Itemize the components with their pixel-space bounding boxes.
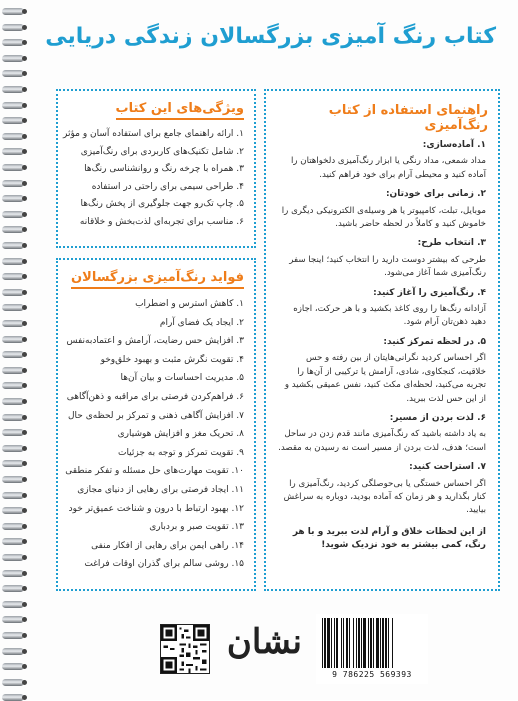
spiral-ring xyxy=(2,273,24,280)
guide-section xyxy=(278,188,486,231)
barcode-bar xyxy=(343,618,344,668)
spiral-ring xyxy=(2,226,24,233)
spiral-ring xyxy=(2,679,24,686)
barcode-bar xyxy=(324,618,326,668)
spiral-ring xyxy=(2,507,24,514)
usage-guide-content xyxy=(278,139,486,552)
punch-hole xyxy=(22,383,27,388)
barcode-bar xyxy=(380,618,381,668)
spiral-ring xyxy=(2,39,24,46)
spiral-ring xyxy=(2,86,24,93)
spiral-ring xyxy=(2,414,24,421)
spiral-ring xyxy=(2,585,24,592)
barcode-bar xyxy=(388,618,389,668)
punch-hole xyxy=(22,181,27,186)
spiral-ring xyxy=(2,133,24,140)
punch-hole xyxy=(22,368,27,373)
usage-guide-heading: راهنمای استفاده از کتاب رنگ‌آمیزی xyxy=(328,103,488,133)
guide-section-text: به یاد داشته باشید که رنگ‌آمیزی مانند قدم زدن در ساحل است؛ هدف، لذت بردن از مسیر است نه رسیدن به مقصد. xyxy=(278,429,486,453)
spiral-ring xyxy=(2,336,24,343)
punch-hole xyxy=(22,524,27,529)
punch-hole xyxy=(22,321,27,326)
spiral-ring xyxy=(2,492,24,499)
punch-hole xyxy=(22,9,27,14)
punch-hole xyxy=(22,103,27,108)
spiral-ring xyxy=(2,476,24,483)
list-item: ۳. همراه با چرخه رنگ و روانشناسی رنگ‌ها xyxy=(84,164,244,174)
guide-section-title: ۲. زمانی برای خودتان: xyxy=(385,189,486,200)
list-item: ۱۳. تقویت صبر و بردباری xyxy=(149,522,244,533)
barcode-bar xyxy=(349,618,350,668)
barcode-bar xyxy=(358,618,360,668)
spiral-ring xyxy=(2,632,24,639)
punch-hole xyxy=(22,664,27,669)
punch-hole xyxy=(22,149,27,154)
list-item: ۲. شامل تکنیک‌های کاربردی برای رنگ‌آمیزی xyxy=(80,146,244,157)
spiral-ring xyxy=(2,164,24,171)
barcode-bar xyxy=(341,618,342,668)
punch-hole xyxy=(22,40,27,45)
guide-section-title: ۵. در لحظه تمرکز کنید: xyxy=(383,336,486,347)
spiral-ring xyxy=(2,648,24,655)
punch-hole xyxy=(22,399,27,404)
spiral-ring xyxy=(2,554,24,561)
punch-hole xyxy=(22,337,27,342)
list-item: ۱۵. روشی سالم برای گذران اوقات فراغت xyxy=(84,559,244,570)
punch-hole xyxy=(22,25,27,30)
punch-hole xyxy=(22,571,27,576)
spiral-ring xyxy=(2,570,24,577)
barcode-bar xyxy=(385,618,387,668)
guide-section-text: طرحی که بیشتر دوست دارید را انتخاب کنید؛ اینجا سفر رنگ‌آمیزی شما آغاز می‌شود. xyxy=(289,254,486,279)
list-item: ۴. طراحی سیمی برای راحتی در استفاده xyxy=(91,181,244,192)
guide-section-text: آزادانه رنگ‌ها را روی کاغذ بکشید و با هر حرکت، اجازه دهید ذهن‌تان آرام شود. xyxy=(293,304,486,328)
punch-hole xyxy=(22,602,27,607)
benefits-heading: فواید رنگ‌آمیزی بزرگسالان xyxy=(71,270,244,289)
list-item: ۹. تقویت تمرکز و توجه به جزئیات xyxy=(117,447,244,458)
punch-hole xyxy=(22,227,27,232)
spiral-ring xyxy=(2,398,24,405)
punch-hole xyxy=(22,243,27,248)
features-heading: ویژگی‌های این کتاب xyxy=(116,101,244,120)
barcode-bar xyxy=(327,618,330,668)
list-item: ۱۴. راهی ایمن برای رهایی از افکار منفی xyxy=(91,540,244,551)
guide-section xyxy=(278,336,486,406)
guide-section-text: اگر احساس خستگی یا بی‌حوصلگی کردید، رنگ‌آمیزی را کنار بگذارید و هر زمان که آماده بودید، دوباره به سراغش بیایید. xyxy=(283,478,486,516)
list-item: ۵. چاپ تک‌رو جهت جلوگیری از پخش رنگ‌ها xyxy=(80,199,244,209)
punch-hole xyxy=(22,617,27,622)
spiral-ring xyxy=(2,367,24,374)
list-item: ۶. فراهم‌کردن فرصتی برای مراقبه و ذهن‌آگاهی xyxy=(66,391,244,402)
benefits-list xyxy=(65,295,244,574)
spiral-ring xyxy=(2,616,24,623)
punch-hole xyxy=(22,508,27,513)
guide-section xyxy=(278,412,486,455)
barcode-bar xyxy=(376,618,379,668)
guide-section xyxy=(278,287,486,330)
barcode-bar xyxy=(382,618,384,668)
list-item: ۱. کاهش استرس و اضطراب xyxy=(135,299,244,309)
spiral-ring xyxy=(2,8,24,15)
punch-hole xyxy=(22,352,27,357)
punch-hole xyxy=(22,118,27,123)
list-item: ۱۲. بهبود ارتباط با درون و شناخت عمیق‌تر خود xyxy=(68,503,244,514)
guide-section-title: ۳. انتخاب طرح: xyxy=(417,238,486,249)
punch-hole xyxy=(22,633,27,638)
spiral-binding xyxy=(0,0,26,700)
spiral-ring xyxy=(2,460,24,467)
punch-hole xyxy=(22,430,27,435)
barcode-number: 9 786225 569393 xyxy=(332,670,412,679)
punch-hole xyxy=(22,165,27,170)
punch-hole xyxy=(22,493,27,498)
benefits-box xyxy=(56,258,256,591)
list-item: ۶. مناسب برای تجربه‌ای لذت‌بخش و خلاقانه xyxy=(79,216,244,227)
punch-hole xyxy=(22,555,27,560)
barcode-bar xyxy=(392,618,393,668)
spiral-ring xyxy=(2,351,24,358)
barcode-bar xyxy=(368,618,369,668)
list-item: ۵. مدیریت احساسات و بیان آن‌ها xyxy=(120,373,244,384)
list-item: ۸. تحریک مغز و افزایش هوشیاری xyxy=(117,429,244,440)
usage-guide-box xyxy=(264,89,500,591)
spiral-ring xyxy=(2,538,24,545)
punch-hole xyxy=(22,415,27,420)
spiral-ring xyxy=(2,195,24,202)
guide-section xyxy=(278,139,486,182)
guide-section-title: ۴. رنگ‌آمیزی را آغاز کنید: xyxy=(373,287,486,298)
punch-hole xyxy=(22,680,27,685)
list-item: ۱۱. ایجاد فرصتی برای رهایی از دنیای مجازی xyxy=(77,484,244,495)
guide-section-text: اگر احساس کردید نگرانی‌هایتان از بین رفته و حس خلاقیت، کنجکاوی، شادی، آرامش یا ترکیبی از آن‌ها را تجربه می‌کنید، لحظه‌ای مکث کنید، نفس عمیقی بکشید و از این حس لذت ببرید. xyxy=(284,353,486,404)
guide-section-title: ۶. لذت بردن از مسیر: xyxy=(389,412,486,423)
barcode-bar xyxy=(356,618,357,668)
spiral-ring xyxy=(2,70,24,77)
barcode-bar xyxy=(331,618,332,668)
guide-section-title: ۱. آماده‌سازی: xyxy=(422,140,486,150)
barcode-bars xyxy=(322,618,422,668)
spiral-ring xyxy=(2,601,24,608)
barcode-bar xyxy=(322,618,323,668)
spiral-ring xyxy=(2,211,24,218)
list-item: ۴. تقویت نگرش مثبت و بهبود خلق‌وخو xyxy=(100,354,244,365)
spiral-ring xyxy=(2,320,24,327)
punch-hole xyxy=(22,586,27,591)
punch-hole xyxy=(22,274,27,279)
page-title: کتاب رنگ آمیزی بزرگسالان زندگی دریایی xyxy=(45,24,496,49)
guide-section-text: موبایل، تبلت، کامپیوتر یا هر وسیله‌ی الکترونیکی دیگری را خاموش کنید و کاملاً در لحظه حاضر باشید. xyxy=(281,205,486,230)
barcode-bar xyxy=(361,618,362,668)
barcode-bar xyxy=(353,618,354,668)
punch-hole xyxy=(22,539,27,544)
barcode-bar xyxy=(363,618,366,668)
punch-hole xyxy=(22,134,27,139)
list-item: ۱. ارائه راهنمای جامع برای استفاده آسان و مؤثر xyxy=(63,129,244,139)
spiral-ring xyxy=(2,102,24,109)
guide-section-title: ۷. استراحت کنید: xyxy=(409,462,486,473)
guide-closing-text: از این لحظات خلاق و آرام لذت ببرید و با هر رنگ، کمی بیشتر به خود نزدیک شوید! xyxy=(292,526,486,550)
punch-hole xyxy=(22,290,27,295)
punch-hole xyxy=(22,212,27,217)
spiral-ring xyxy=(2,304,24,311)
spiral-ring xyxy=(2,242,24,249)
publisher-logo: نشان xyxy=(226,622,302,662)
spiral-ring xyxy=(2,523,24,530)
list-item: ۷. افزایش آگاهی ذهنی و تمرکز بر لحظه‌ی حال xyxy=(68,410,244,421)
punch-hole xyxy=(22,87,27,92)
spiral-ring xyxy=(2,382,24,389)
barcode-bar xyxy=(370,618,372,668)
punch-hole xyxy=(22,56,27,61)
list-item: ۱۰. تقویت مهارت‌های حل مسئله و تفکر منطقی xyxy=(65,466,244,477)
list-item: ۲. ایجاد یک فضای آرام xyxy=(159,317,244,328)
list-item: ۳. افزایش حس رضایت، آرامش و اعتمادبه‌نفس xyxy=(66,336,244,347)
qr-code xyxy=(160,624,210,674)
barcode-bar xyxy=(346,618,348,668)
barcode-bar xyxy=(373,618,374,668)
spiral-ring xyxy=(2,445,24,452)
spiral-ring xyxy=(2,148,24,155)
punch-hole xyxy=(22,259,27,264)
punch-hole xyxy=(22,649,27,654)
features-list xyxy=(63,126,244,231)
isbn-barcode xyxy=(316,614,428,684)
punch-hole xyxy=(22,461,27,466)
spiral-ring xyxy=(2,429,24,436)
punch-hole xyxy=(22,477,27,482)
spiral-ring xyxy=(2,55,24,62)
spiral-ring xyxy=(2,24,24,31)
spiral-ring xyxy=(2,663,24,670)
spiral-ring xyxy=(2,258,24,265)
punch-hole xyxy=(22,305,27,310)
barcode-bar xyxy=(334,618,335,668)
guide-section xyxy=(278,237,486,280)
spiral-ring xyxy=(2,180,24,187)
punch-hole xyxy=(22,196,27,201)
punch-hole xyxy=(22,71,27,76)
spiral-ring xyxy=(2,289,24,296)
features-box xyxy=(56,89,256,248)
spiral-ring xyxy=(2,117,24,124)
guide-section xyxy=(278,461,486,518)
spiral-ring xyxy=(2,694,24,701)
punch-hole xyxy=(22,446,27,451)
guide-section-text: مداد شمعی، مداد رنگی یا ابزار رنگ‌آمیزی دلخواهتان را آماده کنید و محیطی آرام برای خود فراهم کنید. xyxy=(291,156,486,180)
barcode-bar xyxy=(336,618,338,668)
